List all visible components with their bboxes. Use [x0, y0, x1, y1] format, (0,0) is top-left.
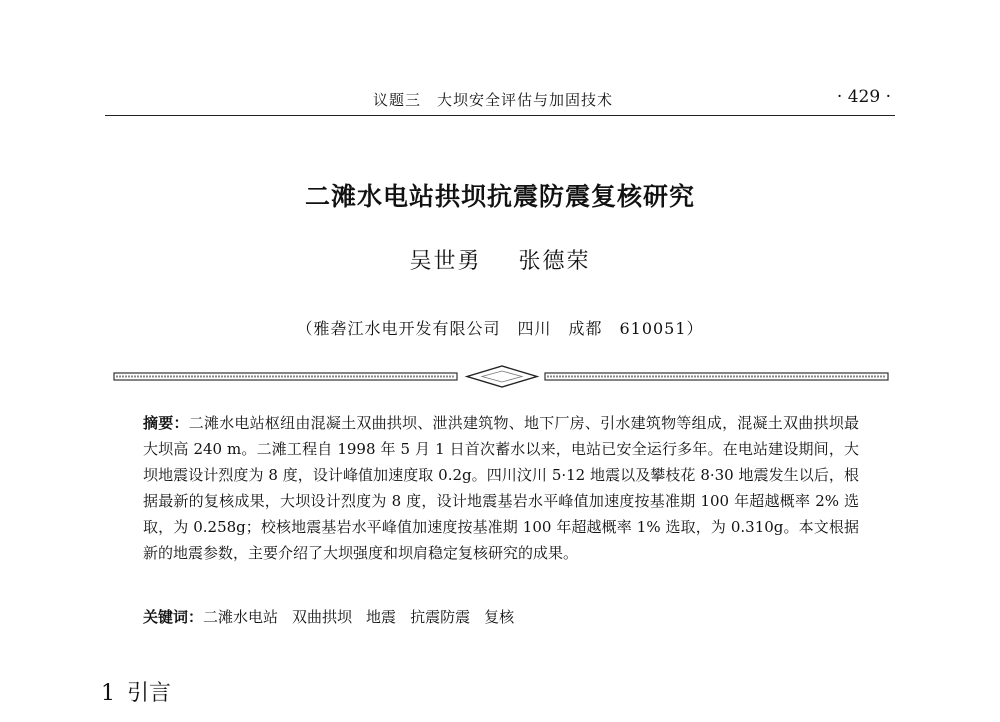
keyword: 二滩水电站	[203, 608, 279, 626]
keywords-label: 关键词：	[143, 608, 204, 626]
abstract-label: 摘要：	[143, 414, 189, 432]
ornamental-divider	[112, 362, 890, 392]
authors	[0, 244, 1000, 275]
keyword: 抗震防震	[410, 608, 471, 626]
section-title: 引言	[127, 681, 172, 706]
section-heading	[101, 676, 171, 707]
keywords	[143, 606, 859, 627]
affiliation: （雅砻江水电开发有限公司 四川 成都 610051）	[296, 319, 704, 338]
abstract-text: 二滩水电站枢纽由混凝土双曲拱坝、泄洪建筑物、地下厂房、引水建筑物等组成，混凝土双曲拱坝最大坝高 240 m。二滩工程自 1998 年 5 月 1 日首次蓄水以来，电站已安全运行多年。在电站建设期间，大坝地震设计烈度为 8 度，设计峰值加速度取 0.2g。四川汶川 5·12 地震以及攀枝花 8·30 地震发生以后，根据最新的复核成果，大坝设计烈度为 8 度，设计地震基岩水平峰值加速度按基准期 100 年超越概率 2% 选取，为 0.258g；校核地震基岩水平峰值加速度按基准期 100 年超越概率 1% 选取，为 0.310g。本文根据新的地震参数，主要介绍了大坝强度和坝肩稳定复核研究的成果。	[143, 414, 859, 562]
header-rule	[105, 115, 895, 116]
section-number: 1	[101, 681, 115, 706]
header-title: 议题三 大坝安全评估与加固技术	[373, 91, 614, 109]
paper-title: 二滩水电站拱坝抗震防震复核研究	[304, 182, 695, 211]
author-name: 张德荣	[518, 249, 591, 274]
abstract	[143, 410, 859, 566]
author-name: 吴世勇	[409, 249, 482, 274]
keyword: 复核	[484, 608, 515, 626]
keyword: 双曲拱坝	[292, 608, 353, 626]
keyword: 地震	[366, 608, 397, 626]
running-header	[105, 86, 895, 116]
page-number: · 429 ·	[836, 87, 891, 107]
